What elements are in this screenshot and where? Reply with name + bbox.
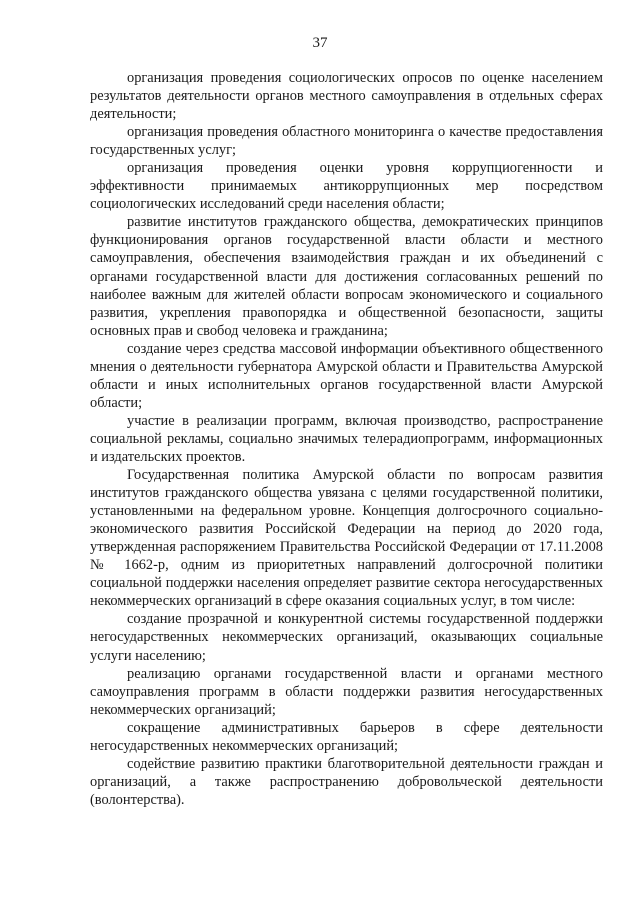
paragraph-programs: участие в реализации программ, включая производство, распространение социальной рекламы, социально значимых телерадиопрограмм, информационных и издательских проектов. — [90, 412, 603, 465]
paragraph-state-policy: Государственная политика Амурской области по вопросам развития институтов гражданского общества увязана с целями государственной политики, установленными на федеральном уровне. Концепция долгосрочного социально-экономического развития Российской Федерации на период до 2020 года, утвержденная распоряжением Правительства Российской Федерации от 17.11.2008 № 1662-р, одним из приоритетных направлений долгосрочной политики социальной поддержки населения определяет развитие сектора негосударственных некоммерческих организаций в сфере оказания социальных услуг, в том числе: — [90, 467, 603, 610]
paragraph-sociological-surveys: организация проведения социологических опросов по оценке населением результатов деятельности органов местного самоуправления в отдельных сферах деятельности; — [90, 70, 603, 123]
paragraph-monitoring: организация проведения областного мониторинга о качестве предоставления государственных услуг; — [90, 124, 603, 159]
document-body — [90, 69, 603, 809]
paragraph-barriers: сокращение административных барьеров в сфере деятельности негосударственных некоммерческих организаций; — [90, 719, 603, 754]
paragraph-civil-society: развитие институтов гражданского общества, демократических принципов функционирования органов государственной власти области и местного самоуправления, обеспечения взаимодействия граждан и их объединений с органами государственной власти для достижения согласованных решений по наиболее важным для жителей области вопросам экономического и социального развития, укрепления правопорядка и общественной безопасности, защиты основных прав и свобод человека и гражданина; — [90, 214, 603, 339]
paragraph-corruption-assessment: организация проведения оценки уровня коррупциогенности и эффективности принимаемых антикоррупционных мер посредством социологических исследований среди населения области; — [90, 160, 603, 213]
page-number: 37 — [312, 35, 328, 51]
paragraph-support-system: создание прозрачной и конкурентной системы государственной поддержки негосударственных некоммерческих организаций, оказывающих социальные услуги населению; — [90, 611, 603, 664]
paragraph-charity: содействие развитию практики благотворительной деятельности граждан и организаций, а также распространению добровольческой деятельности (волонтерства). — [90, 755, 603, 808]
paragraph-public-opinion: создание через средства массовой информации объективного общественного мнения о деятельности губернатора Амурской области и Правительства Амурской области и иных исполнительных органов государственной власти Амурской области; — [90, 340, 603, 411]
paragraph-program-implementation: реализацию органами государственной власти и органами местного самоуправления программ в области поддержки развития негосударственных некоммерческих организаций; — [90, 665, 603, 718]
